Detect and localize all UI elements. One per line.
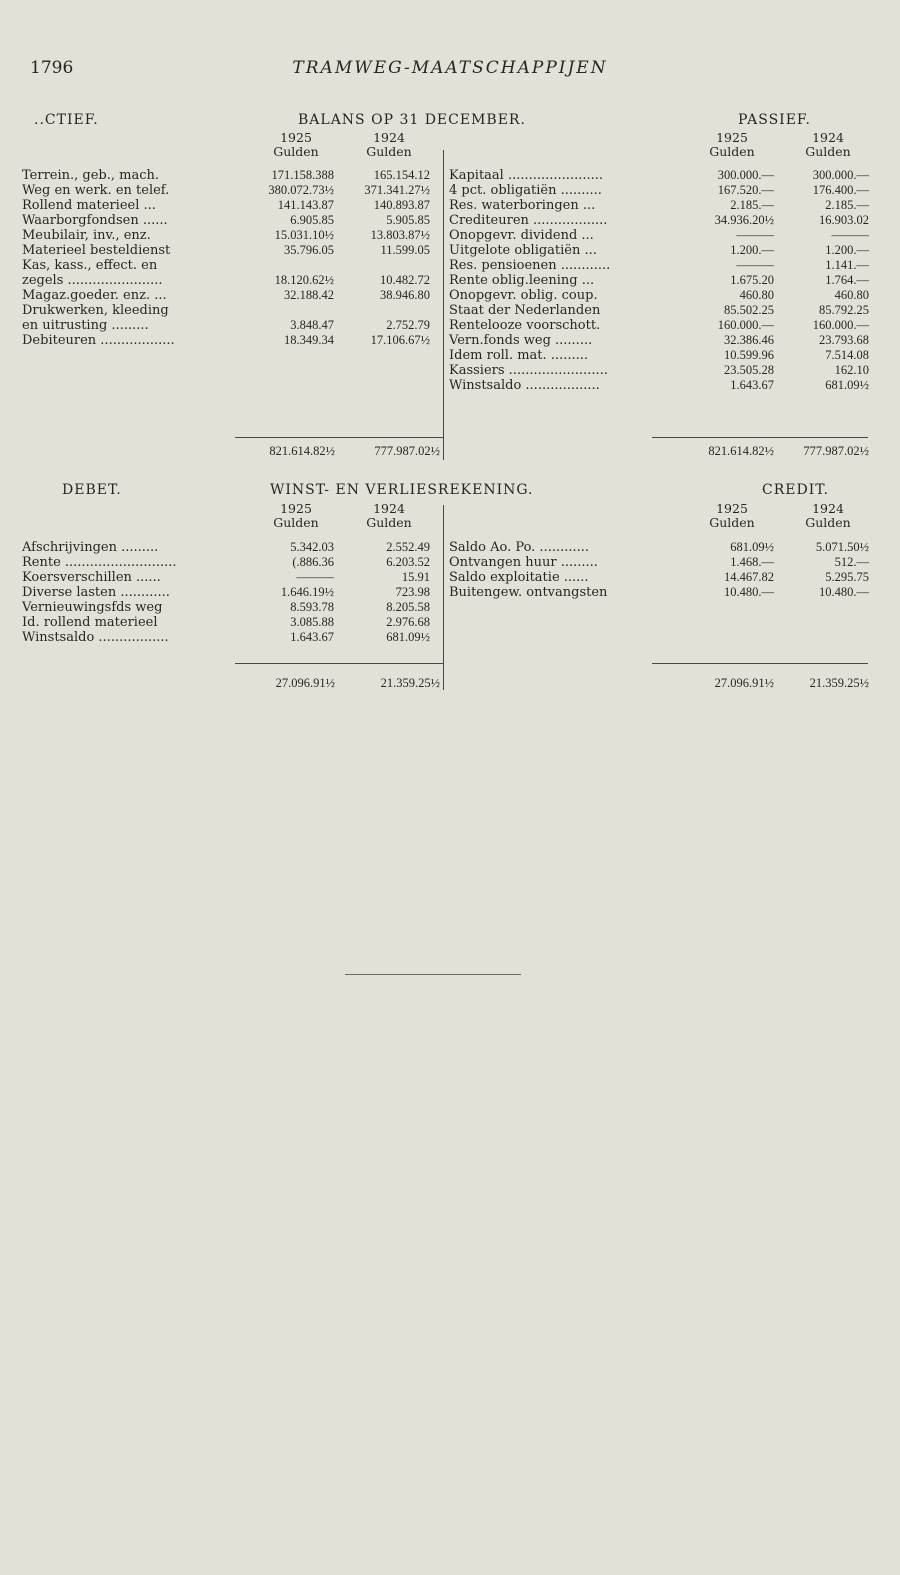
table-row <box>22 303 437 318</box>
row-value-1925: 10.599.96 <box>724 348 774 362</box>
row-value-1925: 14.467.82 <box>724 570 774 584</box>
table-row <box>22 183 437 198</box>
row-value-1925: 10.480.— <box>724 585 774 599</box>
activa-col-1925: 1925 Gulden <box>273 130 319 159</box>
balance-divider <box>443 150 444 460</box>
table-row <box>449 183 869 198</box>
table-row <box>449 363 869 378</box>
passiva-total-1925: 821.614.82½ <box>708 444 774 458</box>
row-label: Winstsaldo .................. <box>449 378 600 393</box>
row-value-1924: 10.480.— <box>819 585 869 599</box>
row-value-1924: 2.185.— <box>825 198 869 212</box>
table-row <box>449 198 869 213</box>
running-title: TRAMWEG-MAATSCHAPPIJEN <box>292 58 608 78</box>
row-value-1924: 681.09½ <box>825 378 869 392</box>
activa-table <box>22 168 437 348</box>
row-label: Saldo Ao. Po. ............ <box>449 540 590 555</box>
row-value-1924: 5.071.50½ <box>815 540 869 554</box>
debet-total-1924: 21.359.25½ <box>380 676 440 690</box>
row-value-1924: 1.200.— <box>825 243 869 257</box>
row-value-1925: 5.342.03 <box>290 540 334 554</box>
row-label: Kassiers ........................ <box>449 363 608 378</box>
row-value-1924: 5.905.85 <box>386 213 430 227</box>
table-row <box>449 570 869 585</box>
page-number: 1796 <box>30 58 74 78</box>
passiva-col-1925: 1925 Gulden <box>709 130 755 159</box>
row-value-1924: 13.803.87½ <box>370 228 430 242</box>
debet-table <box>22 540 437 645</box>
table-row <box>449 168 869 183</box>
table-row <box>22 318 437 333</box>
row-value-1925: 681.09½ <box>730 540 774 554</box>
table-row <box>22 630 437 645</box>
row-value-1924: 38.946.80 <box>380 288 430 302</box>
row-value-1925: 380.072.73½ <box>268 183 334 197</box>
row-value-1924: 11.599.05 <box>380 243 430 257</box>
row-value-1924: 300.000.— <box>812 168 869 182</box>
row-value-1925: 1.200.— <box>730 243 774 257</box>
row-label: Rentelooze voorschott. <box>449 318 601 333</box>
row-value-1925: 3.085.88 <box>290 615 334 629</box>
row-value-1924: 6.203.52 <box>386 555 430 569</box>
row-value-1924: 16.903.02 <box>819 213 869 227</box>
activa-total-1924: 777.987.02½ <box>374 444 440 458</box>
row-label: Debiteuren .................. <box>22 333 175 348</box>
table-row <box>449 585 869 600</box>
row-value-1925: 32.188.42 <box>284 288 334 302</box>
row-value-1924: 1.141.— <box>825 258 869 272</box>
debet-col-1924: 1924 Gulden <box>366 501 412 530</box>
row-label: Magaz.goeder. enz. ... <box>22 288 167 303</box>
profit-loss-divider <box>443 505 444 690</box>
row-value-1925: 460.80 <box>739 288 774 302</box>
row-value-1925: 34.936.20½ <box>714 213 774 227</box>
row-value-1925: 23.505.28 <box>724 363 774 377</box>
row-label: Uitgelote obligatiën ... <box>449 243 597 258</box>
balance-title: BALANS OP 31 DECEMBER. <box>298 112 526 128</box>
table-row <box>449 303 869 318</box>
row-value-1925: 171.158.388 <box>271 168 334 182</box>
row-label: en uitrusting ......... <box>22 318 149 333</box>
table-row <box>22 273 437 288</box>
row-label: Waarborgfondsen ...... <box>22 213 168 228</box>
table-row <box>22 243 437 258</box>
row-value-1924: 2.752.79 <box>386 318 430 332</box>
credit-total-1925: 27.096.91½ <box>714 676 774 690</box>
debet-total-1925: 27.096.91½ <box>275 676 335 690</box>
activa-col-1924: 1924 Gulden <box>366 130 412 159</box>
row-value-1924: 176.400.— <box>812 183 869 197</box>
credit-total-1924: 21.359.25½ <box>809 676 869 690</box>
row-label: Terrein., geb., mach. <box>22 168 160 183</box>
row-label: Rollend materieel ... <box>22 198 156 213</box>
credit-col-1925: 1925 Gulden <box>709 501 755 530</box>
row-value-1925: 1.643.67 <box>290 630 334 644</box>
table-row <box>22 585 437 600</box>
row-label: Kapitaal ....................... <box>449 168 604 183</box>
row-label: Buitengew. ontvangsten <box>449 585 608 600</box>
table-row <box>449 288 869 303</box>
row-value-1925: ——— <box>736 258 774 272</box>
row-value-1925: 160.000.— <box>717 318 774 332</box>
row-value-1925: 1.646.19½ <box>280 585 334 599</box>
row-value-1924: 8.205.58 <box>386 600 430 614</box>
table-row <box>22 168 437 183</box>
row-value-1924: 85.792.25 <box>819 303 869 317</box>
row-label: 4 pct. obligatiën .......... <box>449 183 602 198</box>
credit-table <box>449 540 869 600</box>
row-value-1924: 10.482.72 <box>380 273 430 287</box>
row-value-1924: 723.98 <box>395 585 430 599</box>
credit-total-rule <box>652 663 868 664</box>
table-row <box>449 243 869 258</box>
row-value-1924: 162.10 <box>834 363 869 377</box>
row-label: Diverse lasten ............ <box>22 585 170 600</box>
row-value-1924: 23.793.68 <box>819 333 869 347</box>
row-value-1924: 681.09½ <box>386 630 430 644</box>
row-value-1925: 18.349.34 <box>284 333 334 347</box>
table-row <box>449 540 869 555</box>
passiva-total-1924: 777.987.02½ <box>803 444 869 458</box>
activa-label: ..CTIEF. <box>34 112 99 128</box>
row-label: Saldo exploitatie ...... <box>449 570 589 585</box>
row-value-1924: ——— <box>831 228 869 242</box>
row-label: Koersverschillen ...... <box>22 570 161 585</box>
row-value-1925: ——— <box>296 570 334 584</box>
row-label: Afschrijvingen ......... <box>22 540 159 555</box>
passiva-total-rule <box>652 437 868 438</box>
row-value-1924: 140.893.87 <box>373 198 430 212</box>
row-value-1924: 15.91 <box>401 570 430 584</box>
row-label: Vern.fonds weg ......... <box>449 333 593 348</box>
row-value-1924: 371.341.27½ <box>364 183 430 197</box>
row-label: Onopgevr. oblig. coup. <box>449 288 598 303</box>
row-value-1924: 5.295.75 <box>825 570 869 584</box>
table-row <box>449 228 869 243</box>
row-label: Materieel besteldienst <box>22 243 171 258</box>
table-row <box>22 258 437 273</box>
profit-loss-title: WINST- EN VERLIESREKENING. <box>270 482 534 498</box>
row-value-1925: 15.031.10½ <box>274 228 334 242</box>
debet-total-rule <box>235 663 443 664</box>
row-value-1925: 32.386.46 <box>724 333 774 347</box>
row-value-1925: 1.468.— <box>730 555 774 569</box>
row-label: Weg en werk. en telef. <box>22 183 170 198</box>
row-value-1925: 167.520.— <box>717 183 774 197</box>
row-value-1925: 1.675.20 <box>730 273 774 287</box>
row-value-1924: 460.80 <box>834 288 869 302</box>
table-row <box>449 333 869 348</box>
row-value-1925: ——— <box>736 228 774 242</box>
row-value-1925: 3.848.47 <box>290 318 334 332</box>
row-label: Rente ........................... <box>22 555 177 570</box>
debet-col-1925: 1925 Gulden <box>273 501 319 530</box>
table-row <box>22 555 437 570</box>
row-value-1924: 2.552.49 <box>386 540 430 554</box>
row-value-1925: 141.143.87 <box>277 198 334 212</box>
table-row <box>449 258 869 273</box>
row-value-1924: 1.764.— <box>825 273 869 287</box>
table-row <box>449 273 869 288</box>
row-label: Staat der Nederlanden <box>449 303 601 318</box>
row-label: zegels ....................... <box>22 273 163 288</box>
table-row <box>22 213 437 228</box>
credit-label: CREDIT. <box>762 482 829 498</box>
row-value-1925: (.886.36 <box>292 555 334 569</box>
page-header <box>0 58 900 88</box>
section-end-rule <box>345 974 521 975</box>
row-label: Kas, kass., effect. en <box>22 258 158 273</box>
credit-col-1924: 1924 Gulden <box>805 501 851 530</box>
row-value-1925: 85.502.25 <box>724 303 774 317</box>
table-row <box>22 333 437 348</box>
row-label: Id. rollend materieel <box>22 615 158 630</box>
row-value-1924: 2.976.68 <box>386 615 430 629</box>
row-label: Idem roll. mat. ......... <box>449 348 588 363</box>
row-label: Res. waterboringen ... <box>449 198 596 213</box>
row-value-1925: 300.000.— <box>717 168 774 182</box>
row-value-1925: 1.643.67 <box>730 378 774 392</box>
row-label: Onopgevr. dividend ... <box>449 228 594 243</box>
passiva-label: PASSIEF. <box>738 112 811 128</box>
activa-total-rule <box>235 437 443 438</box>
table-row <box>449 378 869 393</box>
row-value-1924: 7.514.08 <box>825 348 869 362</box>
row-value-1924: 165.154.12 <box>373 168 430 182</box>
passiva-col-1924: 1924 Gulden <box>805 130 851 159</box>
row-value-1925: 35.796.05 <box>284 243 334 257</box>
row-value-1925: 18.120.62½ <box>274 273 334 287</box>
table-row <box>22 615 437 630</box>
table-row <box>22 228 437 243</box>
table-row <box>449 213 869 228</box>
debet-label: DEBET. <box>62 482 122 498</box>
row-value-1924: 160.000.— <box>812 318 869 332</box>
table-row <box>22 198 437 213</box>
table-row <box>449 348 869 363</box>
table-row <box>449 555 869 570</box>
row-value-1924: 17.106.67½ <box>370 333 430 347</box>
table-row <box>22 540 437 555</box>
row-value-1925: 8.593.78 <box>290 600 334 614</box>
row-value-1925: 2.185.— <box>730 198 774 212</box>
activa-total-1925: 821.614.82½ <box>269 444 335 458</box>
row-label: Crediteuren .................. <box>449 213 608 228</box>
row-label: Meubilair, inv., enz. <box>22 228 151 243</box>
row-label: Winstsaldo ................. <box>22 630 169 645</box>
table-row <box>22 288 437 303</box>
row-label: Res. pensioenen ............ <box>449 258 611 273</box>
row-label: Drukwerken, kleeding <box>22 303 169 318</box>
table-row <box>449 318 869 333</box>
row-label: Ontvangen huur ......... <box>449 555 598 570</box>
row-value-1924: 512.— <box>834 555 869 569</box>
table-row <box>22 570 437 585</box>
row-value-1925: 6.905.85 <box>290 213 334 227</box>
row-label: Rente oblig.leening ... <box>449 273 595 288</box>
row-label: Vernieuwingsfds weg <box>22 600 163 615</box>
passiva-table <box>449 168 869 393</box>
table-row <box>22 600 437 615</box>
